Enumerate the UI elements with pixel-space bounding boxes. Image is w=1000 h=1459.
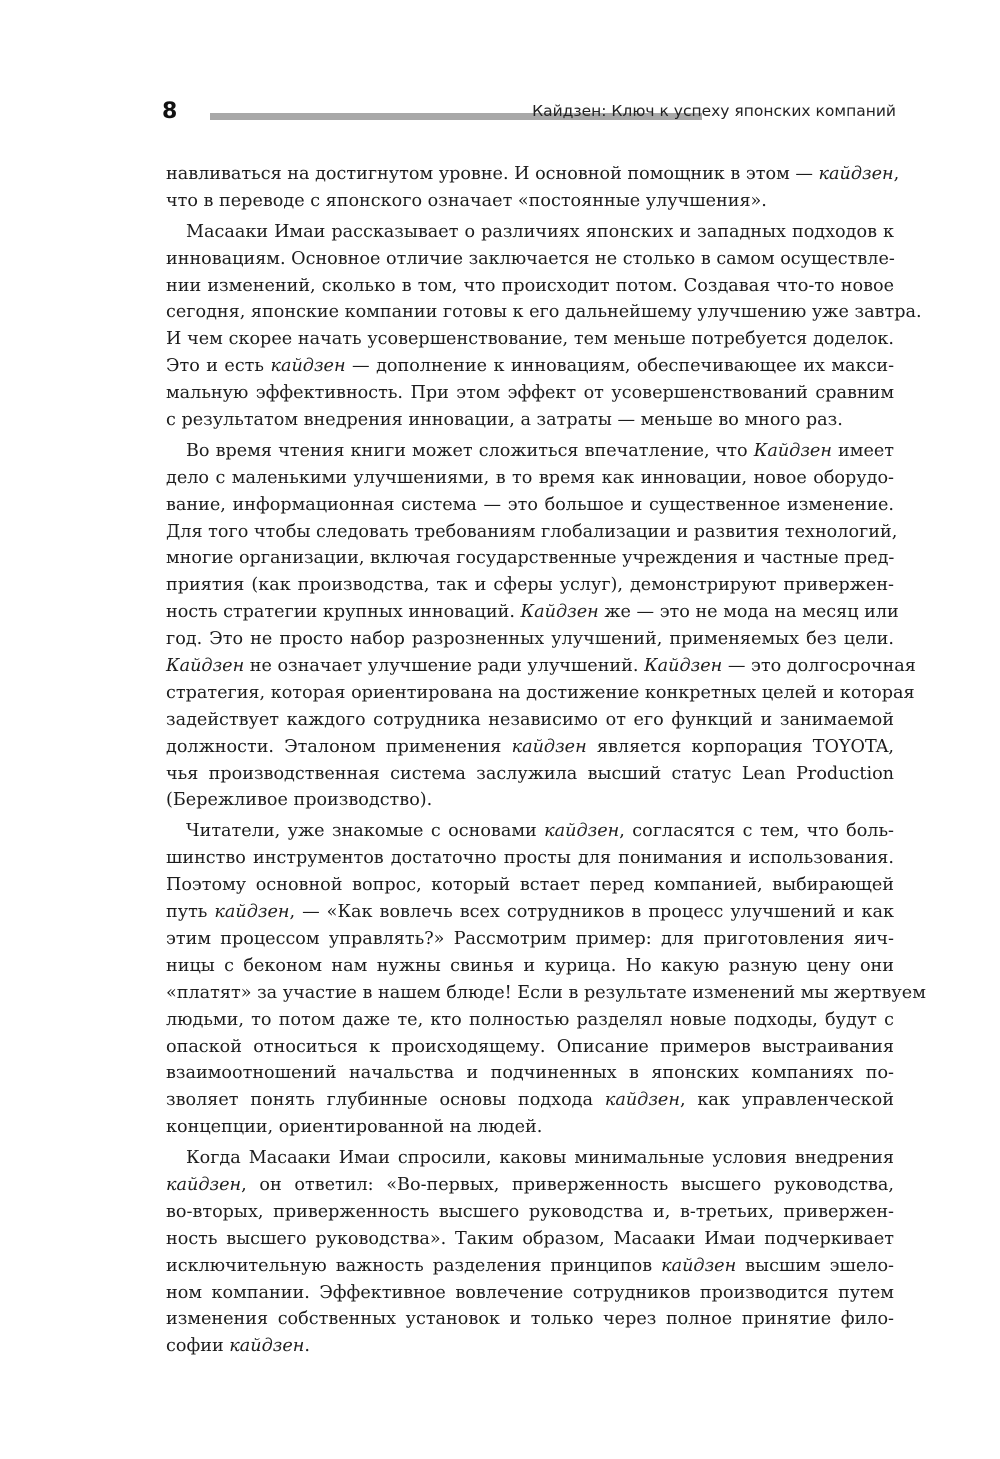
text-line: зволяет понять глубинные основы подхода кайдзен, как управленческой [166, 1090, 894, 1111]
text-line: должности. Эталоном применения кайдзен является корпорация TOYOTA, [166, 736, 895, 757]
term-kaizen: кайдзен [661, 1255, 737, 1276]
term-kaizen: кайдзен [229, 1336, 305, 1357]
text-line: концепции, ориентированной на людей. [166, 1117, 543, 1138]
text-line: кайдзен, он ответил: «Во-первых, приверженность высшего руководства, [166, 1174, 894, 1195]
term-kaizen: кайдзен [511, 736, 587, 757]
term-kaizen: Кайдзен [166, 656, 245, 677]
text-line: что в переводе с японского означает «постоянные улучшения». [166, 190, 767, 211]
text-line: стратегия, которая ориентирована на достижение конкретных целей и которая [166, 682, 915, 703]
text-line: приятия (как производства, так и сферы услуг), демонстрируют привержен- [166, 575, 894, 596]
text-line: ном компании. Эффективное вовлечение сотрудников производится путем [166, 1282, 894, 1303]
text-line: этим процессом управлять?» Рассмотрим пример: для приготовления яич- [166, 928, 894, 949]
term-kaizen: кайдзен [166, 1174, 242, 1195]
text-line: софии кайдзен. [166, 1336, 310, 1357]
text-line: шинство инструментов достаточно просты для понимания и использования. [166, 848, 894, 869]
text-line: инновациям. Основное отличие заключается не столько в самом осуществле- [166, 248, 895, 269]
text-line: во-вторых, приверженность высшего руководства и, в-третьих, привержен- [166, 1201, 894, 1222]
body-text [166, 161, 926, 1360]
running-title: Кайдзен: Ключ к успеху японских компаний [532, 102, 896, 120]
text-line: Читатели, уже знакомые с основами кайдзен, согласятся с тем, что боль- [186, 821, 894, 842]
text-line: задействует каждого сотрудника независимо от его функций и занимаемой [166, 709, 894, 730]
page-number: 8 [162, 99, 178, 124]
term-kaizen: кайдзен [270, 356, 346, 377]
running-header [162, 97, 898, 137]
text-line: дело с маленькими улучшениями, в то время как инновации, новое оборудо- [166, 467, 894, 488]
term-kaizen: кайдзен [604, 1090, 680, 1111]
text-line: (Бережливое производство). [166, 790, 433, 811]
text-line: нии изменений, сколько в том, что происходит потом. Создавая что-то новое [166, 275, 894, 296]
text-line: чья производственная система заслужила высший статус Lean Production [166, 763, 894, 784]
text-line: взаимоотношений начальства и подчиненных в японских компаниях по- [166, 1063, 894, 1084]
text-line: людьми, то потом даже те, кто полностью разделял новые подходы, будут с [166, 1009, 894, 1030]
text-line: изменения собственных установок и только через полное принятие фило- [166, 1309, 894, 1330]
text-line: Кайдзен не означает улучшение ради улучшений. Кайдзен — это долгосрочная [166, 656, 916, 677]
text-line: ность стратегии крупных инноваций. Кайдзен же — это не мода на месяц или [166, 602, 899, 623]
text-line: Для того чтобы следовать требованиям глобализации и развития технологий, [166, 521, 898, 542]
text-line: навливаться на достигнутом уровне. И основной помощник в этом — кайдзен, [166, 164, 900, 184]
text-line: Когда Масааки Имаи спросили, каковы минимальные условия внедрения [186, 1148, 894, 1169]
text-line: сегодня, японские компании готовы к его дальнейшему улучшению уже завтра. [166, 302, 922, 323]
text-line: И чем скорее начать усовершенствование, тем меньше потребуется доделок. [166, 329, 894, 350]
paragraph-5 [166, 1145, 894, 1360]
paragraph-3 [166, 438, 916, 814]
text-line: Масааки Имаи рассказывает о различиях японских и западных подходов к [186, 221, 894, 242]
text-line: Поэтому основной вопрос, который встает перед компанией, выбирающей [166, 875, 894, 896]
text-line: «платят» за участие в нашем блюде! Если в результате изменений мы жертвуем [166, 982, 926, 1003]
text-line: Во время чтения книги может сложиться впечатление, что Кайдзен имеет [186, 440, 895, 461]
paragraph-4 [166, 818, 926, 1141]
term-kaizen: кайдзен [544, 821, 620, 842]
text-line: мальную эффективность. При этом эффект от усовершенствований сравним [166, 383, 894, 404]
text-line: исключительную важность разделения принципов кайдзен высшим эшело- [166, 1255, 894, 1276]
text-line: ность высшего руководства». Таким образом, Масааки Имаи подчеркивает [166, 1228, 894, 1249]
paragraph-1 [166, 161, 900, 215]
text-line: опаской относиться к происходящему. Описание примеров выстраивания [166, 1036, 894, 1057]
text-line: многие организации, включая государственные учреждения и частные пред- [166, 548, 895, 569]
text-line: путь кайдзен, — «Как вовлечь всех сотрудников в процесс улучшений и как [166, 902, 895, 923]
term-kaizen: кайдзен [818, 164, 894, 184]
term-kaizen: Кайдзен [644, 656, 723, 677]
term-kaizen: кайдзен [214, 902, 290, 923]
text-line: с результатом внедрения инновации, а затраты — меньше во много раз. [166, 410, 843, 431]
text-line: ницы с беконом нам нужны свинья и курица. Но какую разную цену они [166, 955, 894, 976]
text-line: Это и есть кайдзен — дополнение к инновациям, обеспечивающее их макси- [166, 356, 895, 377]
term-kaizen: Кайдзен [753, 440, 832, 461]
paragraph-2 [166, 219, 922, 434]
text-line: вание, информационная система — это большое и существенное изменение. [166, 494, 894, 515]
term-kaizen: Кайдзен [520, 602, 599, 623]
text-line: год. Это не просто набор разрозненных улучшений, применяемых без цели. [166, 629, 894, 650]
